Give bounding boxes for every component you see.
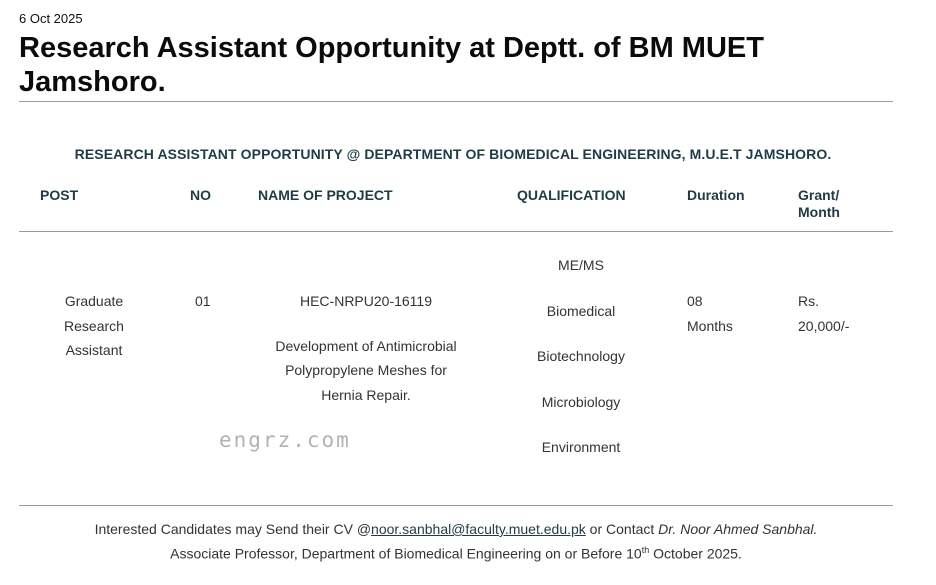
qualification-item: Microbiology [541,393,621,410]
table-header-grant [798,187,840,221]
duration-line: Months [687,317,733,334]
qualification-item: Biotechnology [537,348,625,364]
footer-deadline-text: Associate Professor, Department of Biomedical Engineering on or Before 10 [170,545,642,562]
cell-post [44,289,144,363]
footer-line-1 [0,521,912,537]
table-header-project: NAME OF PROJECT [258,187,393,203]
grant-header-line2: Month [798,204,840,220]
table-header-qualification: QUALIFICATION [517,187,626,203]
opportunity-headline: RESEARCH ASSISTANT OPPORTUNITY @ DEPARTMENT OF BIOMEDICAL ENGINEERING, M.U.E.T JAMSHORO. [74,146,832,162]
table-header-divider [19,231,893,232]
grant-line: Rs. [798,293,819,309]
contact-name: Dr. Noor Ahmed Sanbhal. [658,521,818,537]
duration-line: 08 [687,293,703,309]
qualification-item: Environment [541,439,621,455]
cell-no: 01 [195,293,211,309]
footer-line-2 [0,545,912,562]
footer-divider [19,505,893,506]
post-line: Graduate [64,293,124,309]
table-header-duration: Duration [687,187,745,203]
project-name-line: Hernia Repair. [321,386,411,403]
post-line: Assistant [65,342,123,358]
footer-cv-text: Interested Candidates may Send their CV @ [94,521,372,537]
cell-duration [687,289,733,338]
qualification-item: ME/MS [558,257,604,273]
cell-project [246,289,486,407]
footer-deadline-suffix: October 2025. [649,545,742,562]
project-name-line: Polypropylene Meshes for [285,362,447,378]
project-name-line: Development of Antimicrobial [275,337,457,354]
cell-grant [798,289,849,338]
email-link[interactable]: noor.sanbhal@faculty.muet.edu.pk [371,521,586,537]
title-divider [19,101,893,102]
cell-qualification [511,243,651,471]
grant-line: 20,000/- [798,317,850,334]
qualification-item: Biomedical [546,302,616,319]
project-code: HEC-NRPU20-16119 [299,293,432,309]
grant-header-line1: Grant/ [798,187,840,203]
table-header-post: POST [40,187,79,203]
post-title: Research Assistant Opportunity at Deptt. of BM MUET Jamshoro. [19,32,764,98]
footer-deadline-sup: th [641,545,650,555]
post-date: 6 Oct 2025 [19,11,83,26]
footer-contact-text: or Contact [585,521,659,537]
post-line: Research [64,317,124,334]
watermark-text: engrz.com [219,428,351,452]
table-header-no: NO [190,187,211,203]
